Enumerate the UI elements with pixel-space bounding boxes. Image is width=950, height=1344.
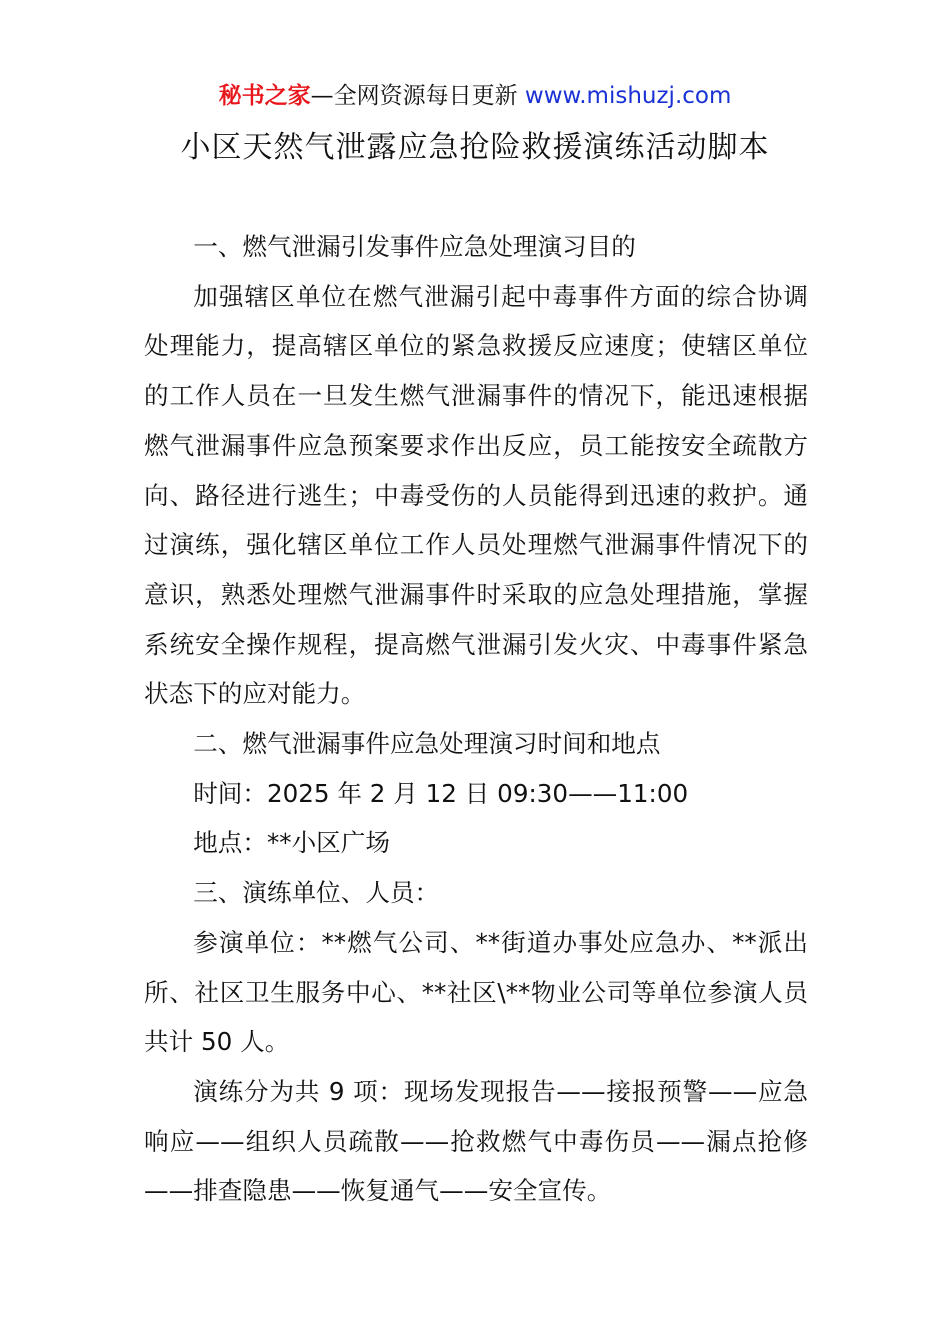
document-title: 小区天然气泄露应急抢险救援演练活动脚本 <box>180 130 770 165</box>
brand-name: 秘书之家 <box>218 83 311 109</box>
paragraph-drill-items: 演练分为共 9 项：现场发现报告——接报预警——应急响应——组织人员疏散——抢救燃气中毒伤员——漏点抢修——排查隐患——恢复通气——安全宣传。 <box>144 1076 808 1206</box>
paragraph-time: 时间：2025 年 2 月 12 日 09:30——11:00 <box>193 778 689 808</box>
section-heading-units: 三、演练单位、人员： <box>193 878 440 908</box>
site-url-link[interactable]: www.mishuzj.com <box>524 83 732 109</box>
paragraph-units: 参演单位：**燃气公司、**街道办事处应急办、**派出所、社区卫生服务中心、**社区\**物业公司等单位参演人员共计 50 人。 <box>144 927 808 1057</box>
paragraph-place: 地点：**小区广场 <box>193 828 390 858</box>
section-heading-purpose: 一、燃气泄漏引发事件应急处理演习目的 <box>193 232 636 261</box>
site-header <box>0 80 950 112</box>
document-body <box>144 222 808 1216</box>
section-heading-time-place: 二、燃气泄漏事件应急处理演习时间和地点 <box>193 729 661 759</box>
paragraph-purpose: 加强辖区单位在燃气泄漏引起中毒事件方面的综合协调处理能力，提高辖区单位的紧急救援反应速度；使辖区单位的工作人员在一旦发生燃气泄漏事件的情况下，能迅速根据燃气泄漏事件应急预案要求作出反应，员工能按安全疏散方向、路径进行逃生；中毒受伤的人员能得到迅速的救护。通过演练，强化辖区单位工作人员处理燃气泄漏事件情况下的意识，熟悉处理燃气泄漏事件时采取的应急处理措施，掌握系统安全操作规程，提高燃气泄漏引发火灾、中毒事件紧急状态下的应对能力。 <box>144 281 808 709</box>
site-tagline: —全网资源每日更新 <box>310 83 525 109</box>
